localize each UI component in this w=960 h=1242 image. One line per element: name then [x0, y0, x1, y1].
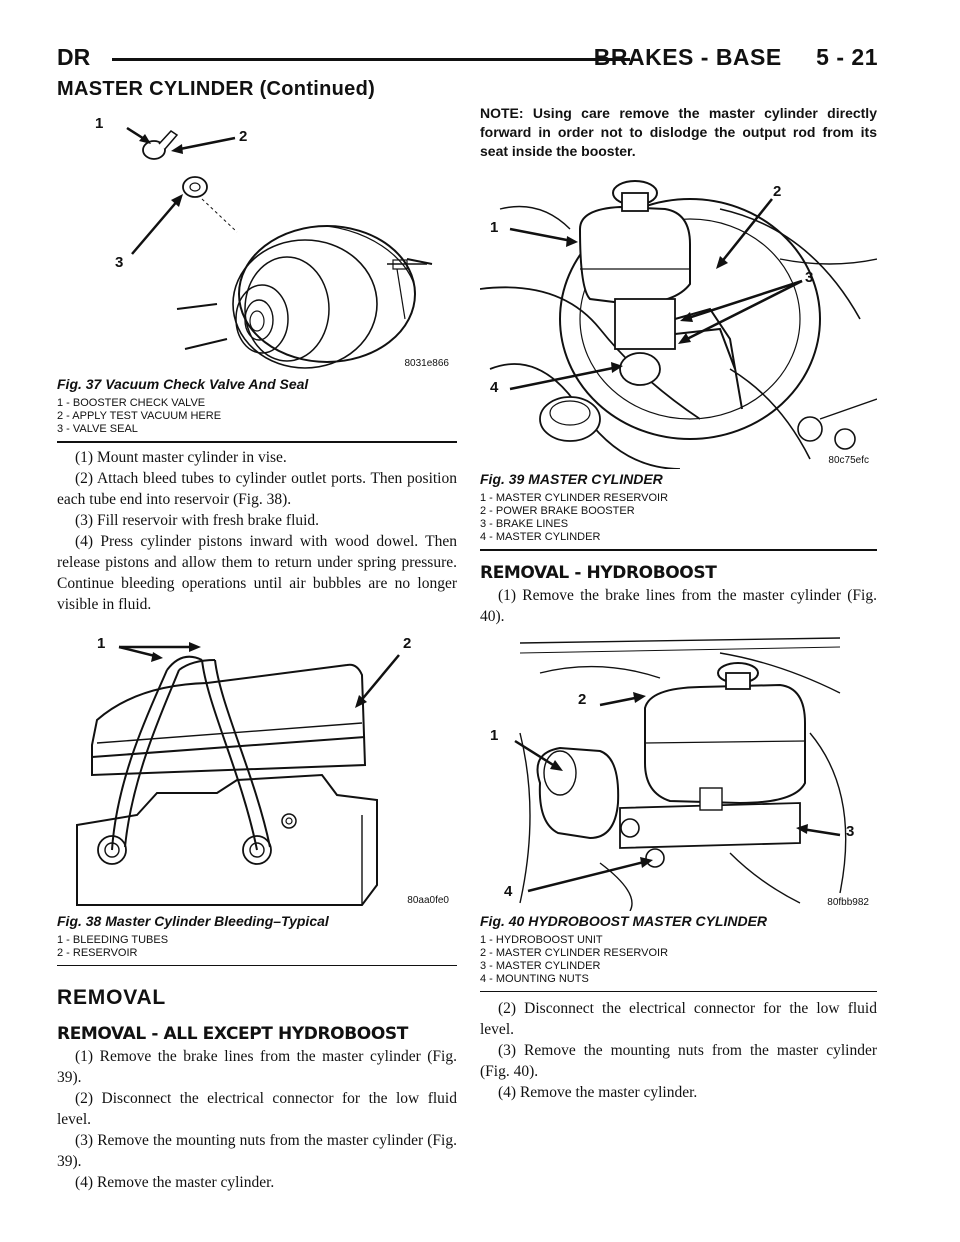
fig40-callout-3: 3: [846, 822, 855, 840]
hydroboost-steps: [480, 998, 877, 1103]
hydroboost-step: (1) Remove the brake lines from the master cylinder (Fig. 40).: [480, 586, 877, 625]
fig40-callout-2: 2: [578, 690, 587, 708]
vacuum-check-valve-illustration: [57, 104, 457, 374]
header-rule: [112, 58, 630, 61]
fig37-callout-1: 1: [95, 115, 104, 132]
fig38-legend-item: 1 - BLEEDING TUBES: [57, 933, 169, 946]
fig38-callout-2: 2: [403, 634, 412, 652]
fig40-callout-1: 1: [490, 726, 499, 744]
removal-subheading: REMOVAL - ALL EXCEPT HYDROBOOST: [57, 1024, 408, 1044]
fig40-rule: [480, 991, 877, 993]
master-cylinder-bleeding-illustration: [57, 625, 457, 911]
fig37-callout-2: 2: [239, 128, 248, 145]
bleeding-step: (3) Fill reservoir with fresh brake fluid.: [75, 511, 320, 529]
section-heading: MASTER CYLINDER (Continued): [57, 78, 376, 100]
fig37-legend-item: 1 - BOOSTER CHECK VALVE: [57, 397, 206, 409]
fig40-caption: Fig. 40 HYDROBOOST MASTER CYLINDER: [480, 912, 768, 929]
fig37-legend: [57, 397, 457, 436]
removal-heading: REMOVAL: [57, 986, 167, 1009]
fig40-callout-4: 4: [504, 882, 513, 900]
fig39-legend-item: 2 - POWER BRAKE BOOSTER: [480, 505, 635, 517]
removal-step: (4) Remove the master cylinder.: [75, 1174, 275, 1191]
fig38-callout-1: 1: [97, 634, 106, 652]
figure-40: [480, 633, 877, 911]
fig40-legend: [480, 934, 877, 986]
fig38-legend-item: 2 - RESERVOIR: [57, 946, 138, 959]
fig38-rule: [57, 965, 457, 967]
figure-37: [57, 104, 457, 374]
fig39-callout-1: 1: [490, 219, 499, 236]
fig39-callout-3: 3: [805, 269, 814, 286]
fig37-caption: Fig. 37 Vacuum Check Valve And Seal: [57, 376, 309, 392]
fig40-legend-item: 1 - HYDROBOOST UNIT: [480, 933, 603, 946]
fig37-rule: [57, 441, 457, 443]
right-column: [480, 104, 877, 1103]
fig40-code: 80fbb982: [827, 896, 869, 908]
figure-39: [480, 169, 877, 469]
master-cylinder-illustration: [480, 169, 877, 469]
page-header-left: DR: [57, 44, 91, 70]
fig39-legend-item: 1 - MASTER CYLINDER RESERVOIR: [480, 492, 669, 504]
fig37-legend-item: 3 - VALVE SEAL: [57, 423, 138, 435]
fig39-legend: [480, 492, 877, 544]
hydroboost-step: (4) Remove the master cylinder.: [498, 1084, 698, 1101]
figure-38: [57, 625, 457, 911]
removal-note: NOTE: Using care remove the master cylinder directly forward in order not to dislodge the output rod from its seat inside the booster.: [480, 105, 877, 159]
fig37-code: 8031e866: [404, 358, 449, 369]
fig38-legend: [57, 934, 457, 960]
removal-step: (3) Remove the mounting nuts from the master cylinder (Fig. 39).: [57, 1132, 457, 1170]
fig38-caption: Fig. 38 Master Cylinder Bleeding–Typical: [57, 912, 329, 929]
fig39-legend-item: 3 - BRAKE LINES: [480, 518, 569, 530]
fig39-legend-item: 4 - MASTER CYLINDER: [480, 531, 601, 543]
removal-step: (1) Remove the brake lines from the master cylinder (Fig. 39).: [57, 1048, 457, 1086]
fig37-callout-3: 3: [115, 254, 124, 271]
fig40-legend-item: 2 - MASTER CYLINDER RESERVOIR: [480, 946, 669, 959]
fig39-caption: Fig. 39 MASTER CYLINDER: [480, 471, 663, 487]
bleeding-step: (1) Mount master cylinder in vise.: [75, 448, 287, 466]
hydroboost-master-cylinder-illustration: [480, 633, 877, 911]
fig39-callout-4: 4: [490, 379, 499, 396]
fig39-rule: [480, 549, 877, 551]
page-header-right: BRAKES - BASE 5 - 21: [593, 44, 878, 70]
left-column: [57, 104, 457, 1193]
fig39-code: 80c75efc: [828, 455, 869, 466]
hydroboost-heading: REMOVAL - HYDROBOOST: [480, 562, 717, 583]
removal-step: (2) Disconnect the electrical connector for the low fluid level.: [57, 1090, 457, 1128]
bleeding-step: (2) Attach bleed tubes to cylinder outlet ports. Then position each tube end into reservoir (Fig. 38).: [57, 469, 457, 508]
fig38-code: 80aa0fe0: [407, 894, 449, 906]
bleeding-step: (4) Press cylinder pistons inward with wood dowel. Then release pistons and allow them to return under spring pressure. Continue bleeding operations until air bubbles are no longer visible in fluid.: [57, 532, 457, 613]
hydroboost-step: (3) Remove the mounting nuts from the master cylinder (Fig. 40).: [480, 1042, 877, 1080]
hydroboost-step: (2) Disconnect the electrical connector for the low fluid level.: [480, 1000, 877, 1038]
fig37-legend-item: 2 - APPLY TEST VACUUM HERE: [57, 410, 222, 422]
fig40-legend-item: 4 - MOUNTING NUTS: [480, 972, 589, 985]
fig40-legend-item: 3 - MASTER CYLINDER: [480, 959, 601, 972]
bleeding-steps: [57, 447, 457, 615]
fig39-callout-2: 2: [773, 183, 782, 200]
removal-steps: [57, 1046, 457, 1193]
